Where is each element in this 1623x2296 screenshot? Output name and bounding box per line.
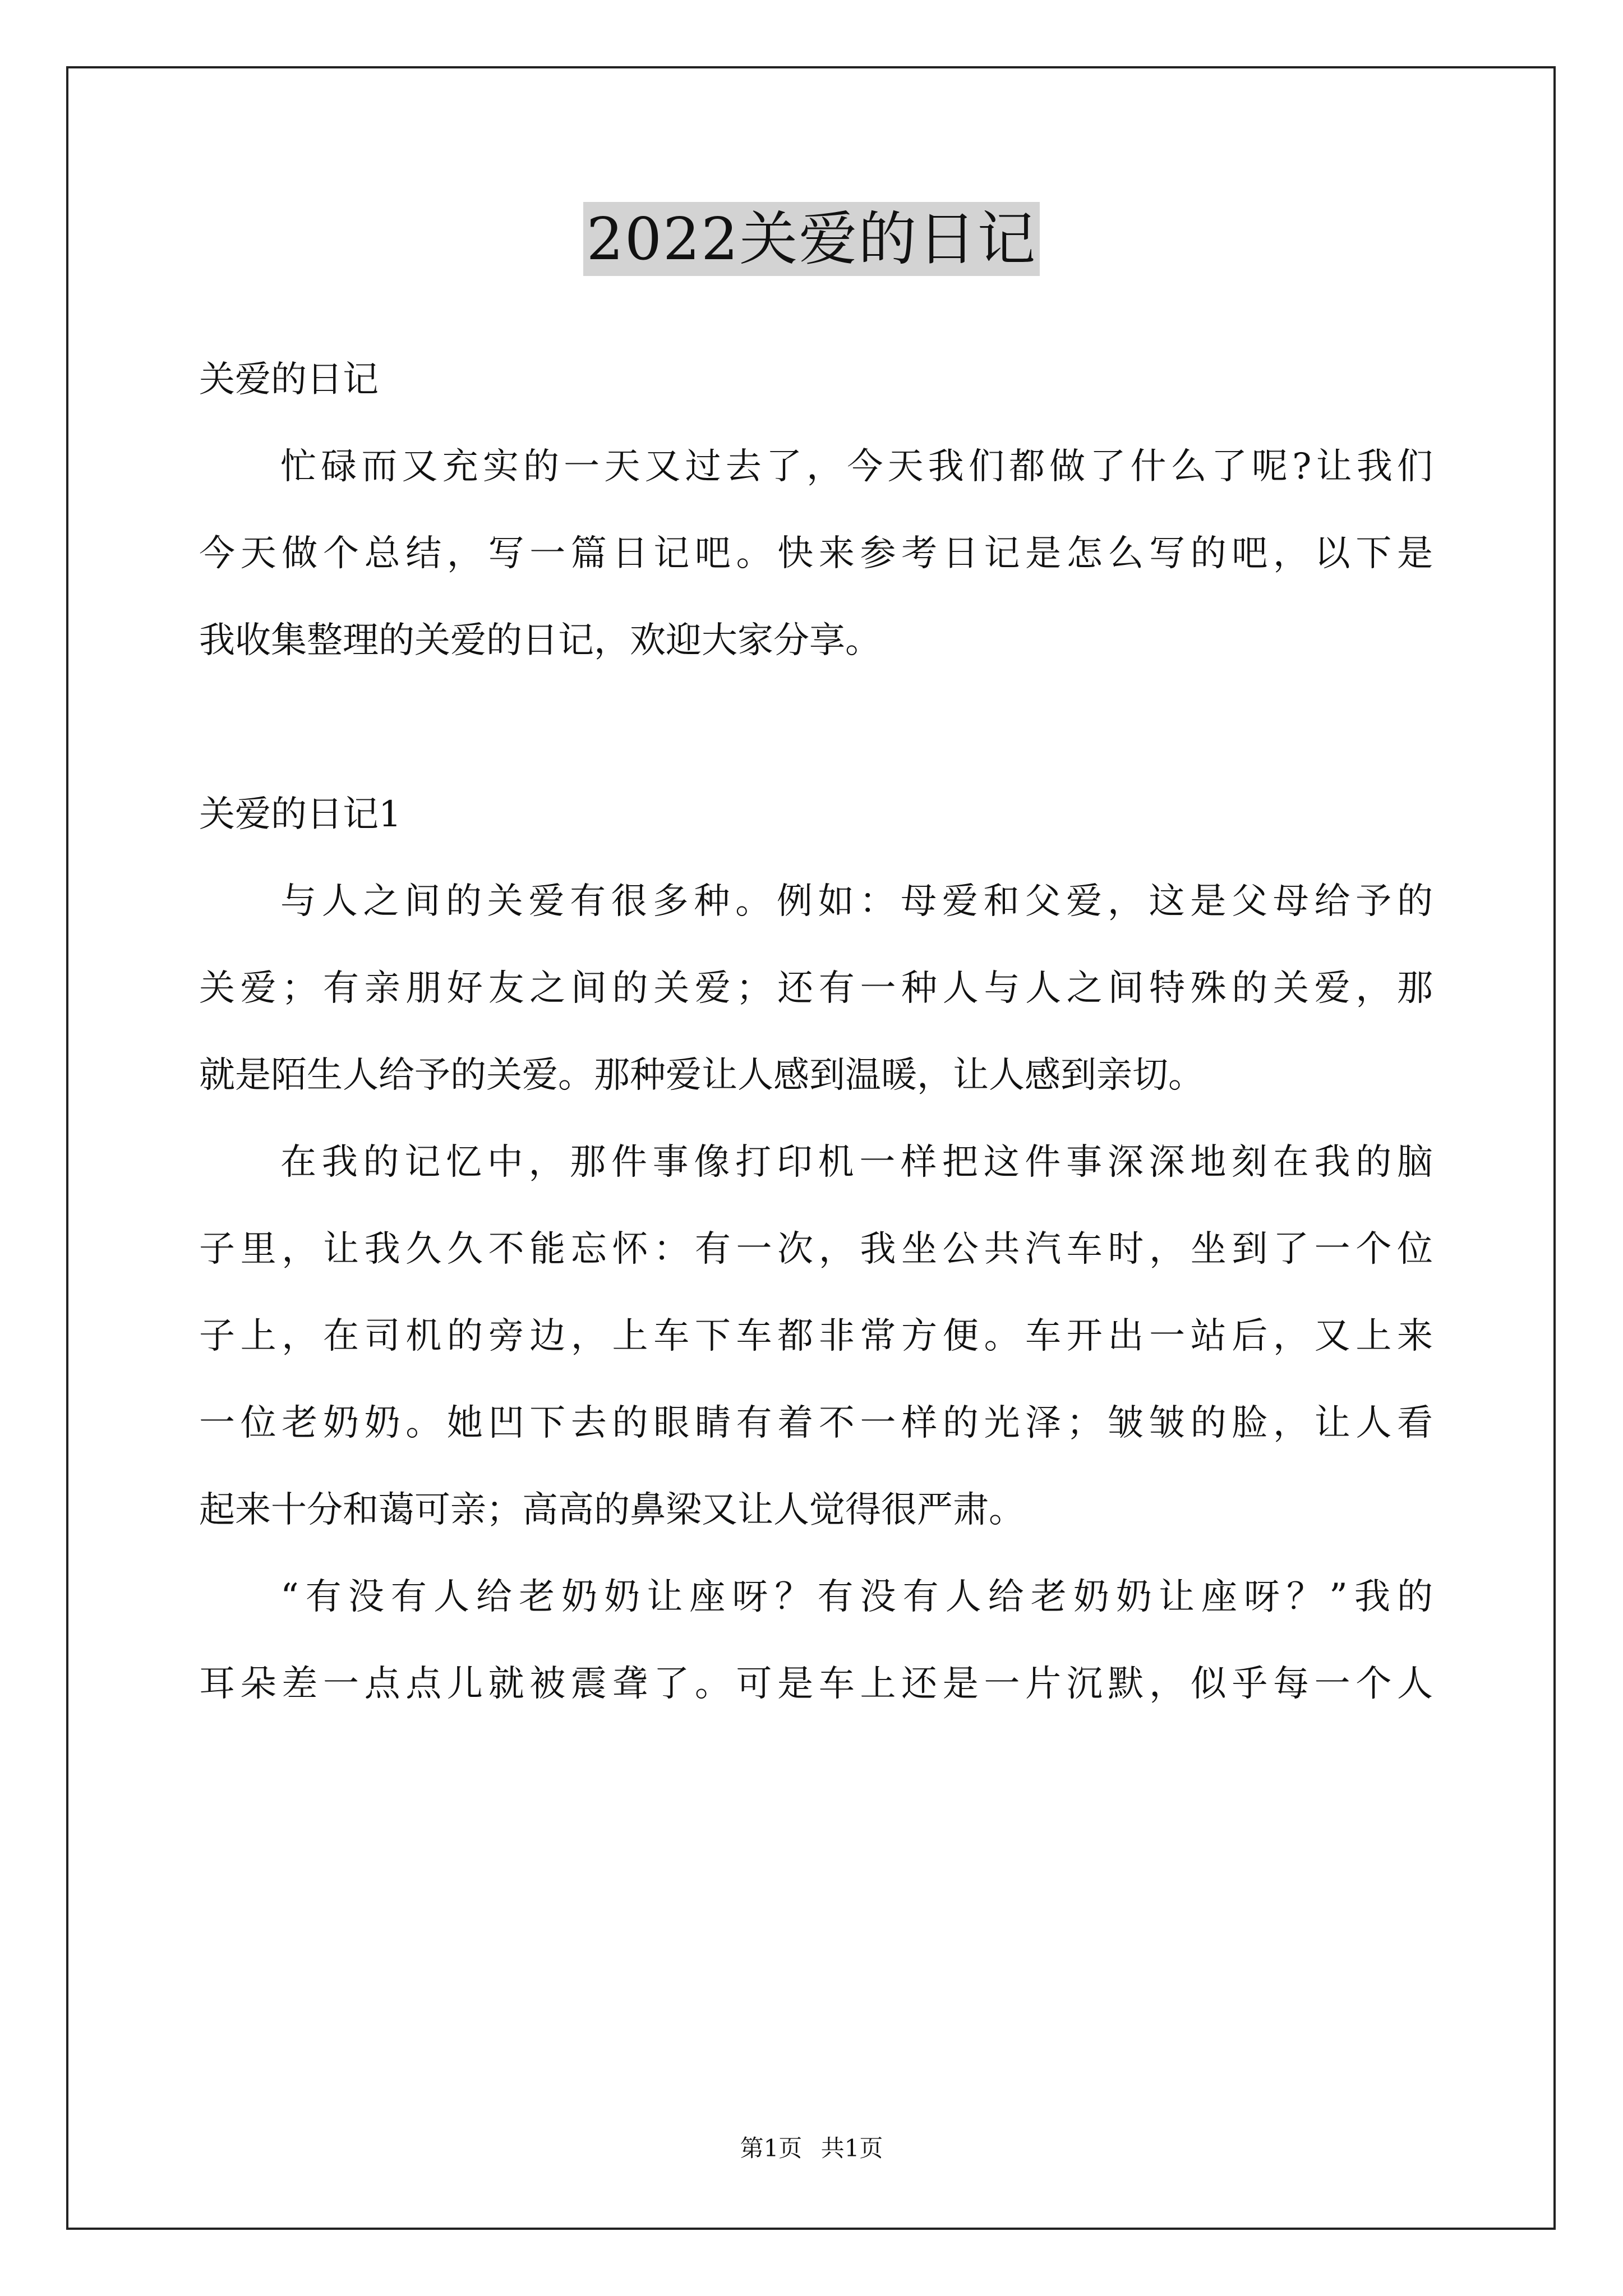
paragraph-line: 在我的记忆中，那件事像打印机一样把这件事深深地刻在我的脑 — [280, 1142, 1433, 1183]
document-title: 2022关爱的日记 — [583, 202, 1040, 276]
paragraph-line: 子里，让我久久不能忘怀：有一次，我坐公共汽车时，坐到了一个位 — [199, 1228, 1433, 1270]
paragraph-line: 与人之间的关爱有很多种。例如：母爱和父爱，这是父母给予的 — [280, 881, 1433, 922]
paragraph-line: 今天做个总结，写一篇日记吧。快来参考日记是怎么写的吧，以下是 — [199, 533, 1433, 574]
page-footer — [0, 2132, 1623, 2165]
paragraph-line: 耳朵差一点点儿就被震聋了。可是车上还是一片沉默，似乎每一个人 — [199, 1663, 1433, 1705]
paragraph-line: 我收集整理的关爱的日记，欢迎大家分享。 — [199, 620, 881, 661]
blank-line — [199, 684, 1433, 771]
paragraph-line: 起来十分和蔼可亲；高高的鼻梁又让人觉得很严肃。 — [199, 1489, 1025, 1531]
paragraph-line: 就是陌生人给予的关爱。那种爱让人感到温暖，让人感到亲切。 — [199, 1055, 1204, 1096]
paragraph-line: 忙碌而又充实的一天又过去了，今天我们都做了什么了呢?让我们 — [280, 446, 1433, 487]
section-heading: 关爱的日记1 — [199, 794, 402, 835]
title-container — [0, 202, 1623, 276]
paragraph-line: 子上，在司机的旁边，上车下车都非常方便。车开出一站后，又上来 — [199, 1315, 1433, 1357]
page-number: 第1页 — [740, 2134, 803, 2162]
paragraph-line: 关爱；有亲朋好友之间的关爱；还有一种人与人之间特殊的关爱，那 — [199, 968, 1433, 1009]
page-total: 共1页 — [820, 2134, 883, 2162]
paragraph-line: 一位老奶奶。她凹下去的眼睛有着不一样的光泽；皱皱的脸，让人看 — [199, 1402, 1433, 1444]
section-heading: 关爱的日记 — [199, 359, 379, 401]
document-body — [199, 337, 1433, 1728]
paragraph-line: “有没有人给老奶奶让座呀？有没有人给老奶奶让座呀？”我的 — [280, 1576, 1433, 1618]
